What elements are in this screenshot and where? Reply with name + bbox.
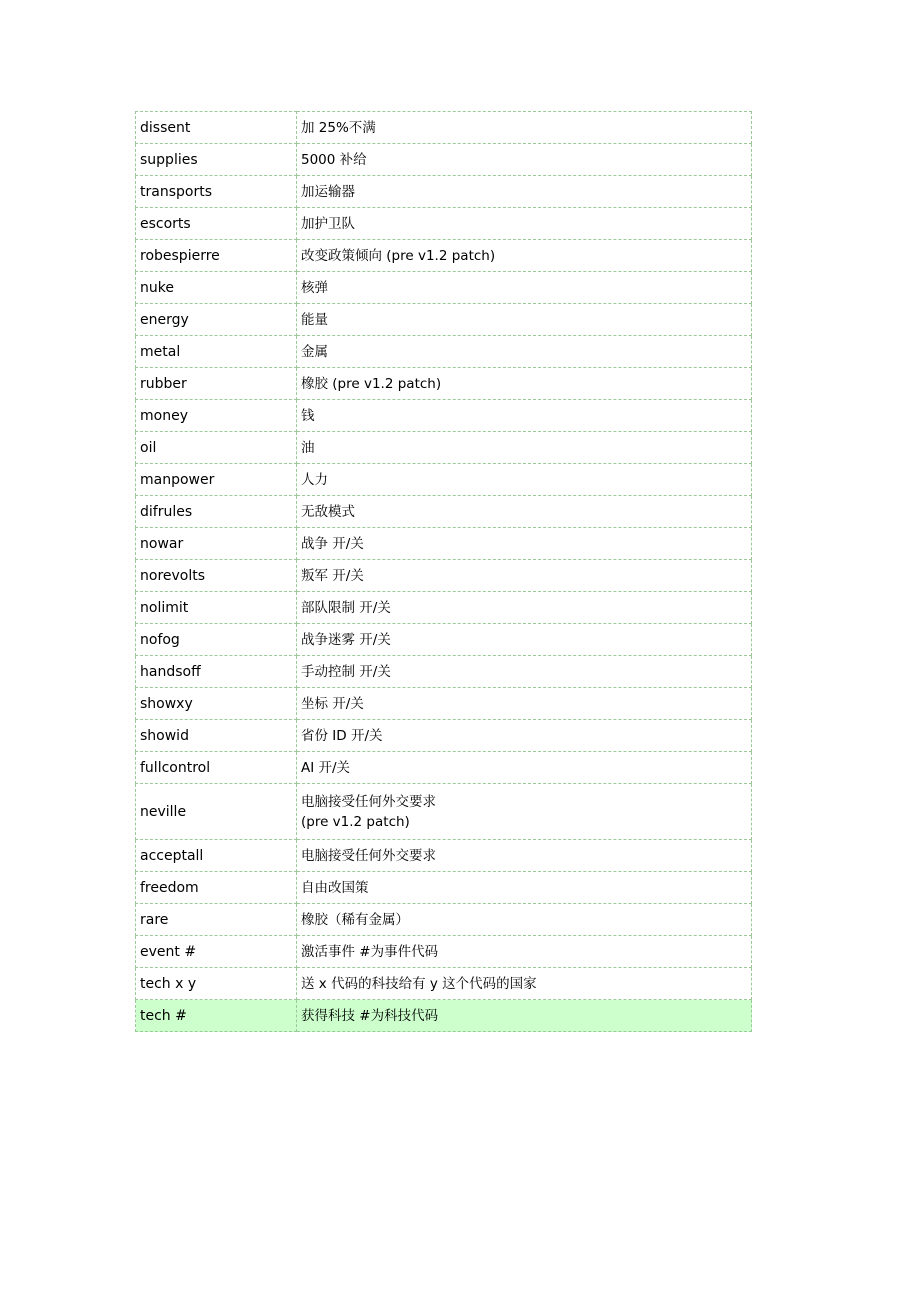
cheat-code-cell: nuke — [136, 272, 297, 304]
cheat-description-cell: 核弹 — [297, 272, 752, 304]
table-row — [136, 176, 752, 208]
cheat-description-cell: 叛军 开/关 — [297, 560, 752, 592]
table-row — [136, 872, 752, 904]
cheat-description-cell: 橡胶（稀有金属） — [297, 904, 752, 936]
cheat-description-cell: 改变政策倾向 (pre v1.2 patch) — [297, 240, 752, 272]
cheat-description-cell: 能量 — [297, 304, 752, 336]
cheat-code-cell: nowar — [136, 528, 297, 560]
cheat-code-cell: rare — [136, 904, 297, 936]
cheat-code-cell: rubber — [136, 368, 297, 400]
cheat-code-cell: nofog — [136, 624, 297, 656]
cheat-description-cell: AI 开/关 — [297, 752, 752, 784]
cheat-description-cell: 部队限制 开/关 — [297, 592, 752, 624]
table-row — [136, 592, 752, 624]
cheat-code-cell: oil — [136, 432, 297, 464]
cheat-description-cell: 无敌模式 — [297, 496, 752, 528]
cheat-description-cell: 加护卫队 — [297, 208, 752, 240]
cheat-code-cell: acceptall — [136, 840, 297, 872]
cheat-code-cell: showxy — [136, 688, 297, 720]
table-row — [136, 432, 752, 464]
table-row — [136, 240, 752, 272]
cheat-description-cell: 获得科技 #为科技代码 — [297, 1000, 752, 1032]
cheat-code-cell: robespierre — [136, 240, 297, 272]
cheat-code-cell: transports — [136, 176, 297, 208]
cheat-description-cell: 省份 ID 开/关 — [297, 720, 752, 752]
cheat-description-cell: 加 25%不满 — [297, 112, 752, 144]
cheat-code-cell: fullcontrol — [136, 752, 297, 784]
cheat-code-cell: dissent — [136, 112, 297, 144]
cheat-code-cell: supplies — [136, 144, 297, 176]
cheat-code-cell: nolimit — [136, 592, 297, 624]
cheat-description-cell: 金属 — [297, 336, 752, 368]
cheat-code-table — [135, 111, 752, 1032]
cheat-code-cell: tech x y — [136, 968, 297, 1000]
table-row — [136, 272, 752, 304]
table-row-highlighted — [136, 1000, 752, 1032]
table-row — [136, 112, 752, 144]
cheat-code-cell: tech # — [136, 1000, 297, 1032]
cheat-code-cell: energy — [136, 304, 297, 336]
cheat-description-cell: 坐标 开/关 — [297, 688, 752, 720]
table-row — [136, 968, 752, 1000]
description-line: 电脑接受任何外交要求 — [301, 793, 436, 810]
cheat-code-cell: money — [136, 400, 297, 432]
table-row — [136, 144, 752, 176]
table-row — [136, 528, 752, 560]
cheat-description-cell: 加运输器 — [297, 176, 752, 208]
table-row — [136, 656, 752, 688]
cheat-code-cell: neville — [136, 784, 297, 840]
cheat-code-cell: difrules — [136, 496, 297, 528]
table-row — [136, 336, 752, 368]
table-row — [136, 752, 752, 784]
cheat-description-cell: 战争 开/关 — [297, 528, 752, 560]
cheat-code-cell: norevolts — [136, 560, 297, 592]
table-row — [136, 496, 752, 528]
table-row — [136, 560, 752, 592]
cheat-code-cell: escorts — [136, 208, 297, 240]
table-row — [136, 688, 752, 720]
cheat-description-cell: 电脑接受任何外交要求 — [297, 840, 752, 872]
cheat-code-cell: event # — [136, 936, 297, 968]
cheat-description-cell: 5000 补给 — [297, 144, 752, 176]
table-row — [136, 400, 752, 432]
cheat-description-cell: 油 — [297, 432, 752, 464]
cheat-description-cell: 激活事件 #为事件代码 — [297, 936, 752, 968]
table-row — [136, 208, 752, 240]
cheat-description-cell: 手动控制 开/关 — [297, 656, 752, 688]
table-row — [136, 464, 752, 496]
table-row — [136, 784, 752, 840]
cheat-code-cell: manpower — [136, 464, 297, 496]
table-row — [136, 304, 752, 336]
table-row — [136, 624, 752, 656]
cheat-description-cell: 橡胶 (pre v1.2 patch) — [297, 368, 752, 400]
cheat-description-cell: 自由改国策 — [297, 872, 752, 904]
table-row — [136, 720, 752, 752]
cheat-description-cell: 钱 — [297, 400, 752, 432]
table-row — [136, 368, 752, 400]
cheat-description-cell: 战争迷雾 开/关 — [297, 624, 752, 656]
cheat-description-cell: 送 x 代码的科技给有 y 这个代码的国家 — [297, 968, 752, 1000]
cheat-description-cell — [297, 784, 752, 840]
cheat-description-cell: 人力 — [297, 464, 752, 496]
table-row — [136, 840, 752, 872]
cheat-code-cell: showid — [136, 720, 297, 752]
table-row — [136, 936, 752, 968]
description-line: (pre v1.2 patch) — [301, 813, 410, 830]
cheat-code-cell: handsoff — [136, 656, 297, 688]
table-row — [136, 904, 752, 936]
cheat-code-cell: metal — [136, 336, 297, 368]
cheat-code-cell: freedom — [136, 872, 297, 904]
